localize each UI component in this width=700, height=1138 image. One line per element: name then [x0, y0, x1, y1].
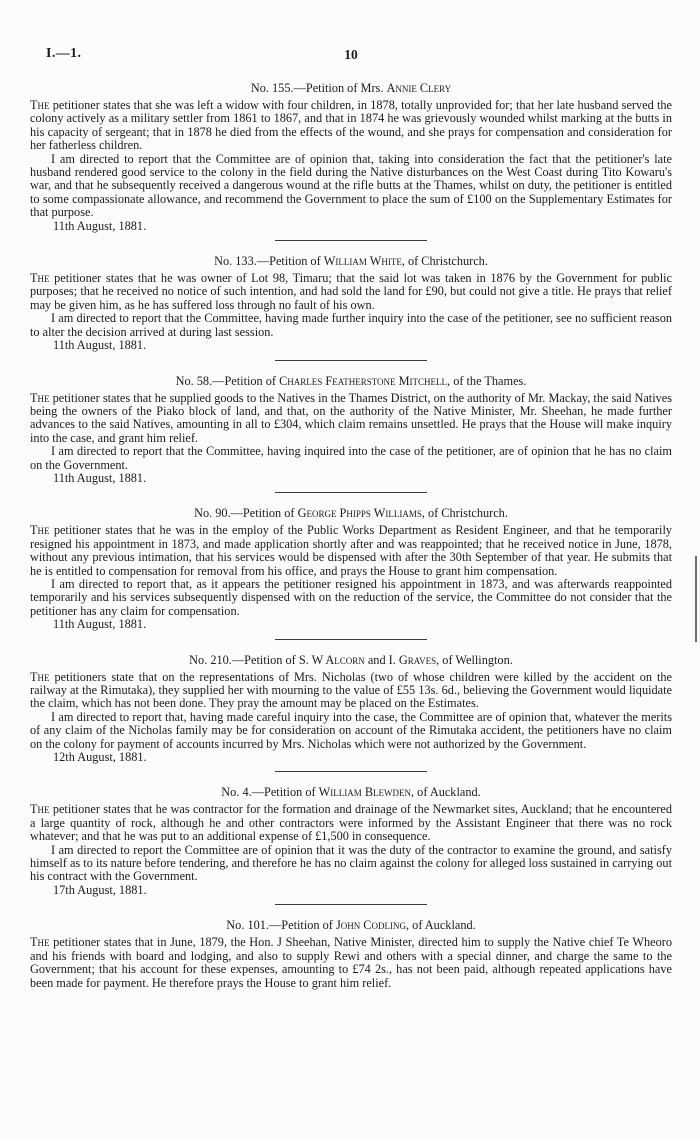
- petition-statement: [30, 803, 672, 843]
- section-divider: [275, 240, 427, 241]
- report-date: 11th August, 1881.: [53, 218, 147, 233]
- report-date: 17th August, 1881.: [53, 882, 147, 897]
- lead-word: The: [30, 271, 50, 286]
- report-date: 11th August, 1881.: [53, 338, 147, 353]
- petition-statement: [30, 272, 672, 312]
- petition-statement: [30, 936, 672, 990]
- committee-report: I am directed to report that, as it appears the petitioner resigned his appointment in 1873, and was afterwards reappointed temporarily and his services subsequently dispensed with on the reduction of the service, the Committee do not consider that the petitioner has any claim for compensation.: [30, 576, 672, 618]
- petition-statement: [30, 524, 672, 578]
- committee-report: I am directed to report that the Committee are of opinion that, taking into consideration the fact that the petitioner's late husband rendered good service to the colony in the field during the Native disturbances on the West Coast during Tito Kowaru's war, and that he subsequently received a dangerous wound at the rifle butts at the Thames, whilst on duty, the petitioner is entitled to some compassionate allowance, and recommend the Government to place the sum of £100 on the Supplementary Estimates for that purpose.: [30, 151, 672, 220]
- petition-section: [30, 497, 672, 639]
- petition-statement: [30, 671, 672, 711]
- lead-word: The: [30, 523, 50, 538]
- petition-statement: [30, 392, 672, 446]
- lead-word: The: [30, 669, 50, 684]
- petition-title: [30, 776, 672, 803]
- statement-text: petitioner states that he supplied goods to the Natives in the Thames District, on the authority of Mr. Mackay, the said Natives being the owners of the Piako block of land, and that, on the authority of the Native Minister, Mr. Sheehan, he made further advances to the said Natives, amounting in all to £304, which claim remains unsettled. He prays that the House will make inquiry into the case, and grant him relief.: [30, 390, 673, 445]
- petitioner-name: William White: [323, 254, 402, 269]
- lead-word: The: [30, 802, 50, 817]
- statement-text: petitioner states that he was owner of Lot 98, Timaru; that the said lot was taken in 1876 by the Government for public purposes; that he received no notice of such intention, and had sold the land for £90, but could not give a title. He prays that relief may be given him, as he has suffered loss through no fault of his own.: [30, 271, 672, 312]
- petition-title-prefix: No. 58.—Petition of: [175, 373, 280, 388]
- section-divider: [275, 904, 427, 905]
- petition-title-prefix: No. 133.—Petition of: [214, 254, 324, 269]
- petition-title-prefix: No. 155.—Petition of Mrs.: [250, 81, 387, 95]
- petition-title-suffix: , of the Thames.: [447, 373, 527, 388]
- committee-report: I am directed to report that the Committee, having made further inquiry into the case of the petitioner, see no sufficient reason to alter the decision arrived at during last session.: [30, 311, 672, 339]
- petition-section: [30, 245, 672, 360]
- page-header: [30, 46, 672, 66]
- statement-text: petitioner states that she was left a widow with four children, in 1878, totally unprovided for; that her late husband served the colony actively as a military settler from 1861 to 1867, and that in 1874 he was grievously wounded whilst marking at the butts in his capacity of sergeant; that in 1878 he died from the effects of the wound, and she prays for compensation and consideration for her fatherless children.: [30, 98, 672, 153]
- petition-section: [30, 644, 672, 773]
- page-number: 10: [344, 47, 358, 62]
- statement-text: petitioner states that he was in the employ of the Public Works Department as Resident Engineer, and that he temporarily resigned his appointment in 1873, and made application shortly after and was reappointed; that he received notice in June, 1878, without any previous intimation, that his services would be dispensed with after the 30th September of that year. He submits that he is entitled to compensation for removal from his office, and prays the House to grant him compensation.: [30, 523, 673, 578]
- committee-report: I am directed to report the Committee are of opinion that it was the duty of the contractor to examine the ground, and satisfy himself as to its nature before tendering, and therefore he has no claim against the colony for alleged loss sustained in carrying out his contract with the Government.: [30, 842, 672, 884]
- petition-section: [30, 776, 672, 905]
- report-date: 11th August, 1881.: [53, 617, 147, 632]
- petition-title-prefix: No. 4.—Petition of: [221, 785, 319, 800]
- petition-title: [30, 909, 672, 936]
- petition-section: [30, 909, 672, 990]
- series-signature: I.—1.: [46, 46, 82, 61]
- petition-section: [30, 365, 672, 494]
- petitioner-name: John Codling: [335, 918, 407, 933]
- committee-report: I am directed to report that the Committee, having inquired into the case of the petitioner, are of opinion that he has no claim on the Government.: [30, 444, 672, 472]
- petition-title: [30, 245, 672, 272]
- petition-title-prefix: No. 210.—Petition of: [189, 652, 299, 667]
- petition-title: [30, 497, 672, 524]
- lead-word: The: [30, 98, 50, 112]
- petition-title-suffix: , of Wellington.: [436, 652, 513, 667]
- section-divider: [275, 492, 427, 493]
- petition-title: [30, 365, 672, 392]
- petition-title: [30, 644, 672, 671]
- statement-text: petitioners state that on the representations of Mrs. Nicholas (two of whose children were killed by the accident on the railway at the Rimutaka), they supplied her with mourning to the value of £55 13s. 6d., believing the Government would liquidate the claim, which has not been done. They pray the amount may be placed on the Estimates.: [30, 669, 672, 711]
- committee-report: I am directed to report that, having made careful inquiry into the case, the Committee are of opinion that, whatever the merits of any claim of the Nicholas family may be for consideration on account of the Rimutaka accident, the petitioners have no claim on the colony for payment of accounts incurred by Mrs. Nicholas which were not authorized by the Government.: [30, 709, 672, 751]
- petition-title-mid: and: [364, 652, 389, 667]
- petitioner-name: Annie Clery: [386, 81, 452, 95]
- petition-title-suffix: , of Christchurch.: [401, 254, 488, 269]
- petition-title-prefix: No. 90.—Petition of: [194, 506, 298, 521]
- statement-text: petitioner states that he was contractor for the formation and drainage of the Newmarket sites, Auckland; that he encountered a large quantity of rock, although he and other contractors were informed by the Assistant Engineer that there was no rock whatever; and that he was put to an additional expense of £1,500 in consequence.: [30, 802, 672, 844]
- page-edge-scan-mark: [695, 556, 697, 642]
- report-date: 11th August, 1881.: [53, 470, 147, 485]
- petition-title-suffix: , of Auckland.: [406, 918, 476, 933]
- petition-title: [30, 72, 672, 99]
- petition-title-suffix: , of Auckland.: [411, 785, 481, 800]
- section-divider: [275, 360, 427, 361]
- lead-word: The: [30, 390, 50, 405]
- section-divider: [275, 771, 427, 772]
- lead-word: The: [30, 935, 50, 950]
- petition-section: [30, 72, 672, 241]
- section-divider: [275, 639, 427, 640]
- petitioner-name: George Phipps Williams: [297, 506, 422, 521]
- petition-statement: [30, 99, 672, 153]
- petitioner-name: S. W Alcorn: [298, 652, 365, 667]
- petition-title-suffix: , of Christchurch.: [421, 506, 508, 521]
- report-date: 12th August, 1881.: [53, 750, 147, 765]
- petition-title-prefix: No. 101.—Petition of: [226, 918, 336, 933]
- petitioner-name: William Blewden: [318, 785, 412, 800]
- petitioner-name: Charles Featherstone Mitchell: [279, 373, 448, 388]
- petitioner-name-2: I. Graves: [388, 652, 437, 667]
- statement-text: petitioner states that in June, 1879, the Hon. J Sheehan, Native Minister, directed him to supply the Native chief Te Wheoro and his friends with board and lodging, and also to supply Rewi and others with a special dinner, and charge the same to the Government; that his account for these expenses, amounting to £74 2s., has not been paid, although repeated applications have been made for payment. He therefore prays the House to grant him relief.: [30, 935, 672, 990]
